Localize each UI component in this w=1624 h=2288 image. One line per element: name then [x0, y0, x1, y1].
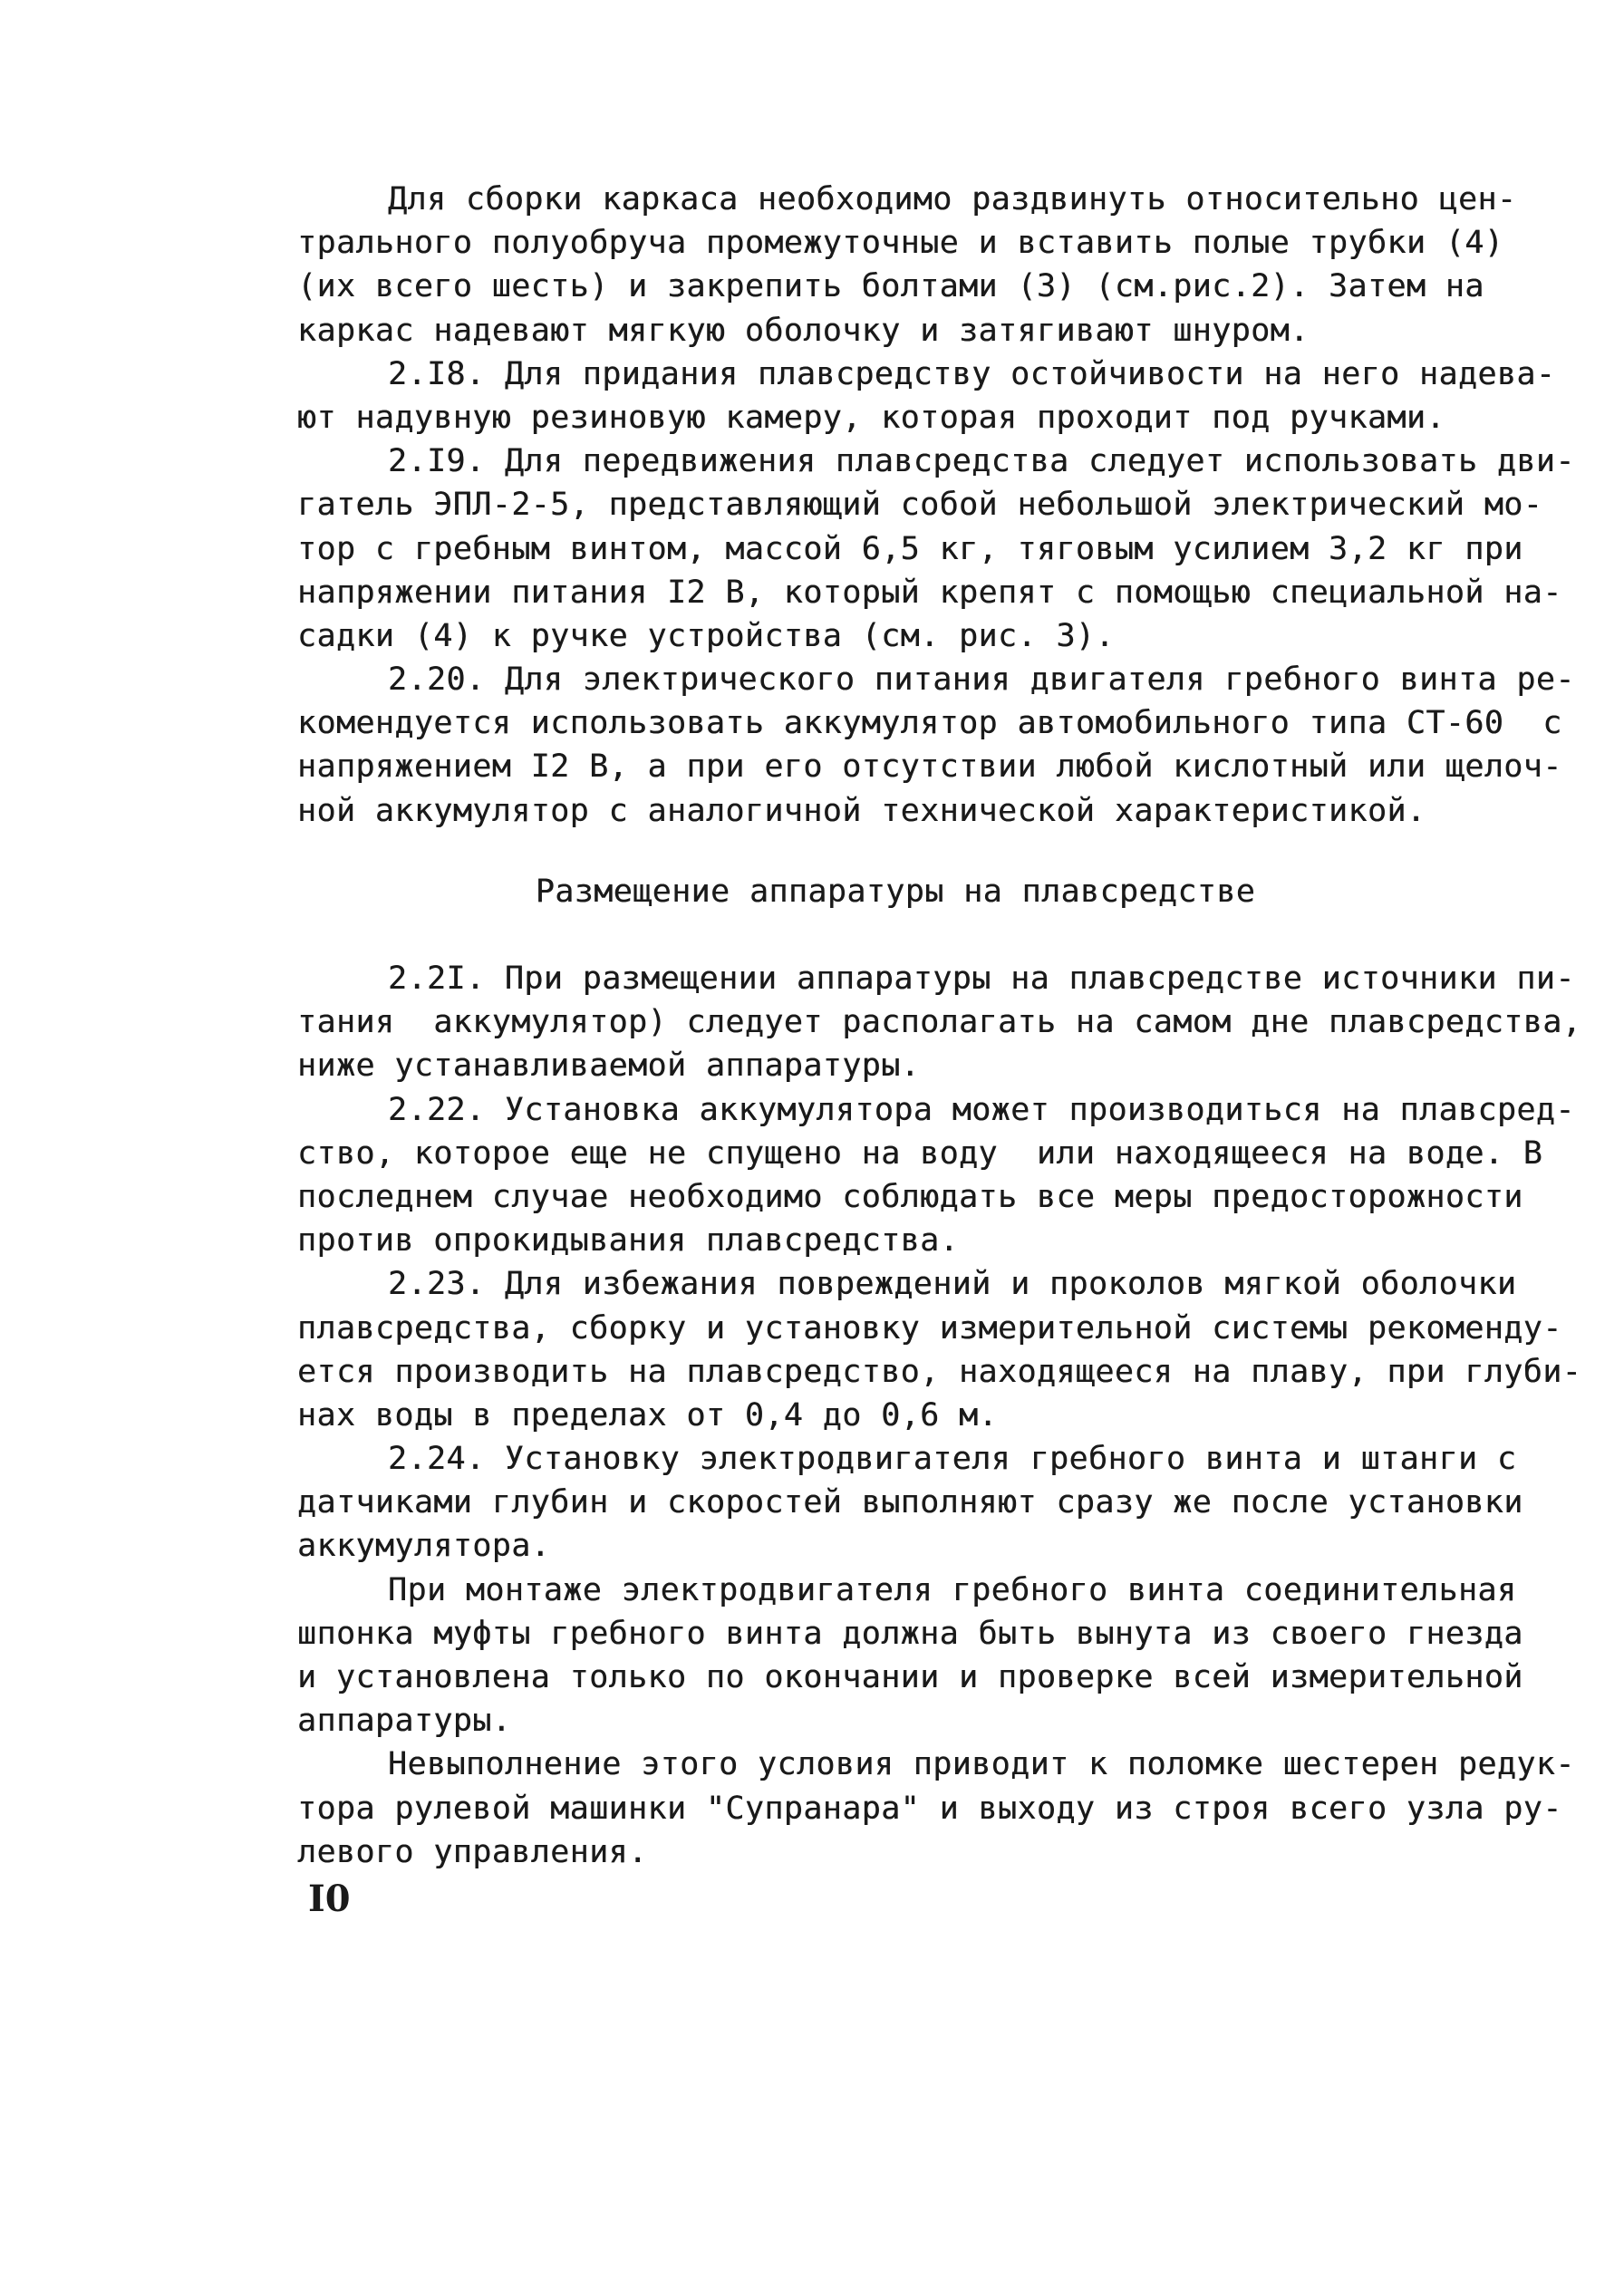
text-line: аккумулятора.	[297, 1528, 551, 1565]
text-line: каркас надевают мягкую оболочку и затягивают шнуром.	[297, 312, 1310, 349]
text-line: 2.23. Для избежания повреждений и проколов мягкой оболочки	[388, 1266, 1517, 1303]
text-line: 2.2I. При размещении аппаратуры на плавсредстве источники пи-	[388, 961, 1575, 997]
text-line: тора рулевой машинки "Супранара" и выходу из строя всего узла ру-	[297, 1790, 1562, 1827]
text-line: комендуется использовать аккумулятор автомобильного типа СТ-60 с	[297, 705, 1562, 742]
text-line: ется производить на плавсредство, находящееся на плаву, при глуби-	[297, 1353, 1582, 1390]
text-block-1	[297, 178, 1575, 833]
text-line: тор с гребным винтом, массой 6,5 кг, тяговым усилием 3,2 кг при	[297, 530, 1523, 567]
text-line: ной аккумулятор с аналогичной технической характеристикой.	[297, 792, 1426, 829]
text-line: 2.I8. Для придания плавсредству остойчивости на него надева-	[388, 355, 1556, 392]
text-line: датчиками глубин и скоростей выполняют сразу же после установки	[297, 1484, 1523, 1521]
text-line: левого управления.	[297, 1833, 648, 1870]
text-line: шпонка муфты гребного винта должна быть вынута из своего гнезда	[297, 1615, 1523, 1652]
text-line: против опрокидывания плавсредства.	[297, 1222, 960, 1260]
text-line: (их всего шесть) и закрепить болтами (3) (см.рис.2). Затем на	[297, 268, 1484, 305]
text-line: трального полуобруча промежуточные и вставить полые трубки (4)	[297, 225, 1504, 262]
text-line: 2.20. Для электрического питания двигателя гребного винта ре-	[388, 661, 1575, 699]
text-line: последнем случае необходимо соблюдать все меры предосторожности	[297, 1178, 1523, 1215]
text-line: 2.24. Установку электродвигателя гребного винта и штанги с	[388, 1441, 1517, 1478]
text-line: ство, которое еще не спущено на воду или находящееся на воде. В	[297, 1134, 1543, 1172]
text-line: нах воды в пределах от 0,4 до 0,6 м.	[297, 1396, 998, 1434]
text-line: Невыполнение этого условия приводит к поломке шестерен редук-	[388, 1746, 1575, 1783]
section-heading: Размещение аппаратуры на плавсредстве	[535, 874, 1256, 910]
text-line: При монтаже электродвигателя гребного винта соединительная	[388, 1571, 1517, 1608]
text-line: аппаратуры.	[297, 1703, 512, 1740]
text-line: и установлена только по окончании и проверке всей измерительной	[297, 1659, 1523, 1695]
text-block-2	[297, 957, 1581, 1874]
text-line: напряжением I2 В, а при его отсутствии любой кислотный или щелоч-	[297, 748, 1562, 786]
text-line: садки (4) к ручке устройства (см. рис. 3).	[297, 617, 1115, 654]
text-line: 2.I9. Для передвижения плавсредства следует использовать дви-	[388, 443, 1575, 480]
text-line: 2.22. Установка аккумулятора может производиться на плавсред-	[388, 1091, 1575, 1128]
text-line: ниже устанавливаемой аппаратуры.	[297, 1047, 921, 1085]
text-line: тания аккумулятор) следует располагать на самом дне плавсредства,	[297, 1004, 1582, 1041]
page-number: I0	[308, 1878, 351, 1920]
text-line: напряжении питания I2 В, который крепят с помощью специальной на-	[297, 574, 1562, 611]
text-line: плавсредства, сборку и установку измерительной системы рекоменду-	[297, 1309, 1562, 1347]
text-line: Для сборки каркаса необходимо раздвинуть относительно цен-	[388, 181, 1517, 217]
text-line: ют надувную резиновую камеру, которая проходит под ручками.	[297, 399, 1445, 436]
text-line: гатель ЭПЛ-2-5, представляющий собой небольшой электрический мо-	[297, 487, 1543, 524]
